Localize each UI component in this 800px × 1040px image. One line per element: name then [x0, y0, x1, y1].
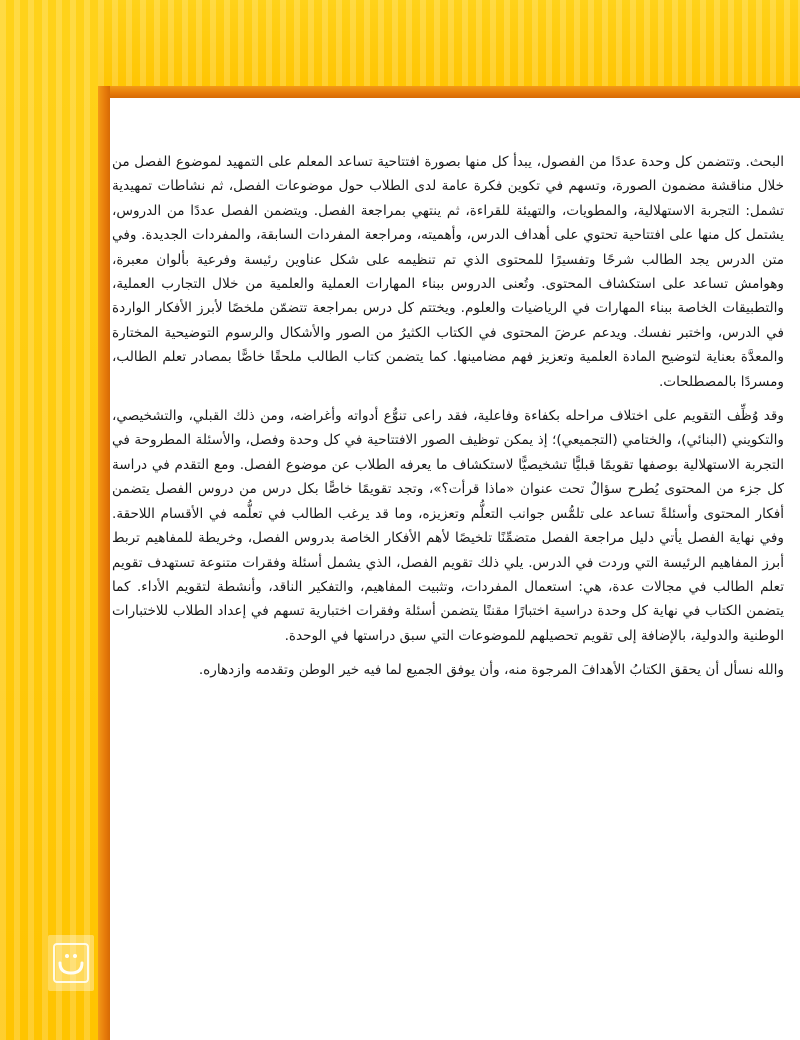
orange-frame-top: [98, 86, 800, 98]
yellow-header-band: [0, 0, 800, 95]
paragraph-2: وقد وُظِّف التقويم على اختلاف مراحله بكفاءة وفاعلية، فقد راعى تنوُّع أدواته وأغراضه، ومن ذلك القبلي، والتشخيصي، والتكويني (البنائي)، والختامي (التجميعي)؛ إذ يمكن توظيف الصور الافتتاحية في كل وحدة وفصل، والأسئلة المطروحة في التجربة الاستهلالية بوصفها تقويمًا قبليًّا تشخيصيًّا لاستكشاف ما يعرفه الطلاب عن موضوع الفصل. ومع التقدم في دراسة كل جزء من المحتوى يُطرح سؤالٌ تحت عنوان «ماذا قرأت؟»، وتجد تقويمًا خاصًّا بكل درس من دروس الفصل يتضمن أفكار المحتوى وأسئلةً تساعد على تلمُّس جوانب التعلُّم وتعزيزه، وما قد يرغب الطالب في تعلُّمه في الأقسام اللاحقة. وفي نهاية الفصل يأتي دليل مراجعة الفصل متضمِّنًا تلخيصًا لأهم الأفكار الخاصة بدروس الفصل، وخريطة للمفاهيم تربط أبرز المفاهيم الرئيسة التي وردت في الدرس. يلي ذلك تقويم الفصل، الذي يشمل أسئلة وفقرات متنوعة تستهدف تقويم تعلم الطالب في مجالات عدة، هي: استعمال المفردات، وتثبيت المفاهيم، والتفكير الناقد، وأنشطة لتقويم الأداء. كما يتضمن الكتاب في نهاية كل وحدة دراسية اختبارًا مقننًا يتضمن أسئلة وفقرات اختبارية تسهم في إعداد الطلاب للاختبارات الوطنية والدولية، بالإضافة إلى تقويم تحصيلهم للموضوعات التي سبق دراستها في الوحدة.: [112, 408, 784, 644]
paragraph-3: والله نسأل أن يحقق الكتابُ الأهدافَ المرجوة منه، وأن يوفق الجميع لما فيه خير الوطن وتقدمه وازدهاره.: [198, 662, 784, 679]
letter-ta-icon: [53, 943, 89, 983]
page-marker: [48, 935, 94, 991]
yellow-side-band: [0, 0, 98, 1040]
orange-frame-left: [98, 86, 110, 1040]
body-text: [112, 150, 784, 693]
paragraph-1: البحث. وتتضمن كل وحدة عددًا من الفصول، يبدأ كل منها بصورة افتتاحية تساعد المعلم على التمهيد لموضوع الفصل من خلال مناقشة مضمون الصورة، وتسهم في تكوين فكرة عامة لدى الطلاب حول موضوعات الفصل، ثم نشاطات تمهيدية تشمل: التجربة الاستهلالية، والمطويات، والتهيئة للقراءة، ثم ينتهي بمراجعة الفصل. ويتضمن الفصل عددًا من الدروس، يشتمل كل منها على افتتاحية تحتوي على أهداف الدرس، وأهميته، ومراجعة المفردات السابقة، والمفردات الجديدة. وفي متن الدرس يجد الطالب شرحًا وتفسيرًا للمحتوى الذي تم تنظيمه على شكل عناوين رئيسة وفرعية بألوان معبرة، وهوامش تساعد على استكشاف المحتوى. وتُعنى الدروس ببناء المهارات العملية والعلمية من خلال التجارب العملية، والتطبيقات الخاصة ببناء المهارات في الرياضيات والعلوم. ويختتم كل درس بمراجعة تتضمّن ملخصًا لأبرز الأفكار الواردة في الدرس، واختبر نفسك. ويدعم عرضَ المحتوى في الكتاب الكثيرُ من الصور والأشكال والرسوم التوضيحية المختارة والمعدَّة بعناية لتوضيح المادة العلمية وتعزيز فهم مضامينها. كما يتضمن كتاب الطالب ملحقًا خاصًّا بمصادر تعلم الطالب، ومسردًا بالمصطلحات.: [112, 154, 784, 390]
